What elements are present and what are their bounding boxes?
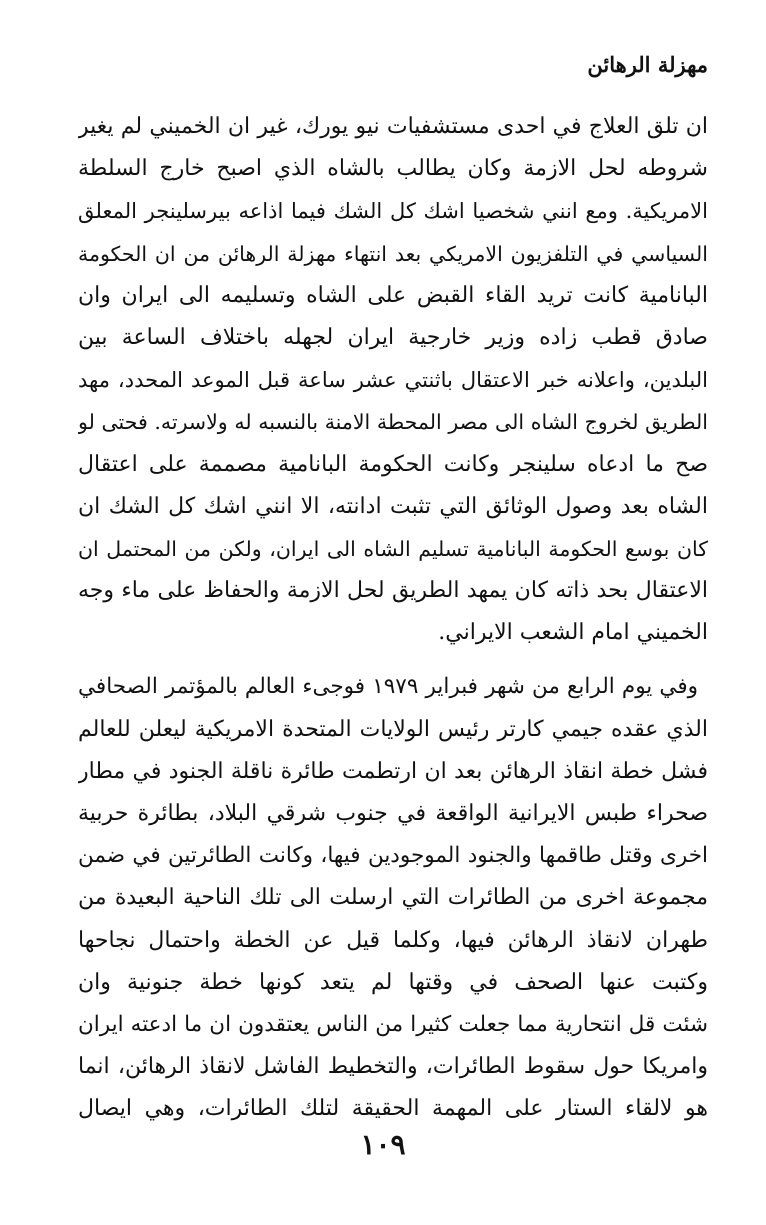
text-line: كان بوسع الحكومة البانامية تسليم الشاه الى ايران، ولكن من المحتمل ان: [78, 536, 708, 561]
page-number: ١٠٩: [360, 1128, 406, 1161]
text-line: صح ما ادعاه سلينجر وكانت الحكومة البانامية مصممة على اعتقال: [78, 451, 708, 477]
text-line: الاعتقال بحد ذاته كان يمهد الطريق لحل الازمة والحفاظ على ماء وجه: [78, 578, 708, 604]
text-line: البلدين، واعلانه خبر الاعتقال باثنتي عشر ساعة قبل الموعد المحدد، مهد: [78, 368, 708, 393]
text-line: فشل خطة انقاذ الرهائن بعد ان ارتطمت طائرة ناقلة الجنود في مطار: [78, 758, 708, 784]
text-line: الامريكية. ومع انني شخصيا اشك كل الشك فيما اذاعه بيرسلينجر المعلق: [78, 199, 708, 224]
body-text: [78, 106, 708, 1131]
text-line: ان تلق العلاج في احدى مستشفيات نيو يورك، غير ان الخميني لم يغير: [78, 114, 708, 139]
text-line: صادق قطب زاده وزير خارجية ايران لجهله باختلاف الساعة بين: [78, 324, 708, 350]
paragraph-2: [78, 666, 708, 1130]
text-line: شئت قل انتحارية مما جعلت كثيرا من الناس يعتقدون ان ما ادعته ايران: [78, 1011, 708, 1037]
text-line: السياسي في التلفزيون الامريكي بعد انتهاء مهزلة الرهائن من ان الحكومة: [78, 241, 708, 266]
text-line: هو لالقاء الستار على المهمة الحقيقة لتلك الطائرات، وهي ايصال: [78, 1096, 708, 1122]
text-line: شروطه لحل الازمة وكان يطالب بالشاه الذي اصبح خارج السلطة: [78, 156, 708, 182]
text-line: اخرى وقتل طاقمها والجنود الموجودين فيها، وكانت الطائرتين في ضمن: [78, 843, 708, 869]
text-line: الخميني امام الشعب الايراني.: [438, 620, 708, 646]
text-line: الذي عقده جيمي كارتر رئيس الولايات المتحدة الامريكية ليعلن للعالم: [78, 716, 708, 742]
text-line: طهران لانقاذ الرهائن فيها، وكلما قيل عن الخطة واحتمال نجاحها: [78, 927, 708, 953]
text-line: وامريكا حول سقوط الطائرات، والتخطيط الفاشل لانقاذ الرهائن، انما: [78, 1054, 708, 1080]
text-line: الشاه بعد وصول الوثائق التي تثبت ادانته، الا انني اشك كل الشك ان: [78, 493, 708, 519]
text-line: وكتبت عنها الصحف في وقتها لم يتعد كونها خطة جنونية وان: [78, 969, 708, 995]
text-line: صحراء طبس الايرانية الواقعة في جنوب شرقي البلاد، بطائرة حربية: [78, 801, 708, 826]
text-line: مجموعة اخرى من الطائرات التي ارسلت الى تلك الناحية البعيدة من: [78, 885, 708, 911]
running-header: مهزلة الرهائن: [587, 52, 708, 77]
text-line: الطريق لخروج الشاه الى مصر المحطة الامنة بالنسبه له ولاسرته. فحتى لو: [78, 410, 708, 435]
paragraph-1: [78, 106, 708, 654]
text-line: وفي يوم الرابع من شهر فبراير ١٩٧٩ فوجىء العالم بالمؤتمر الصحافي: [78, 674, 698, 700]
text-line: البانامية كانت تريد القاء القبض على الشاه وتسليمه الى ايران وان: [78, 282, 708, 308]
